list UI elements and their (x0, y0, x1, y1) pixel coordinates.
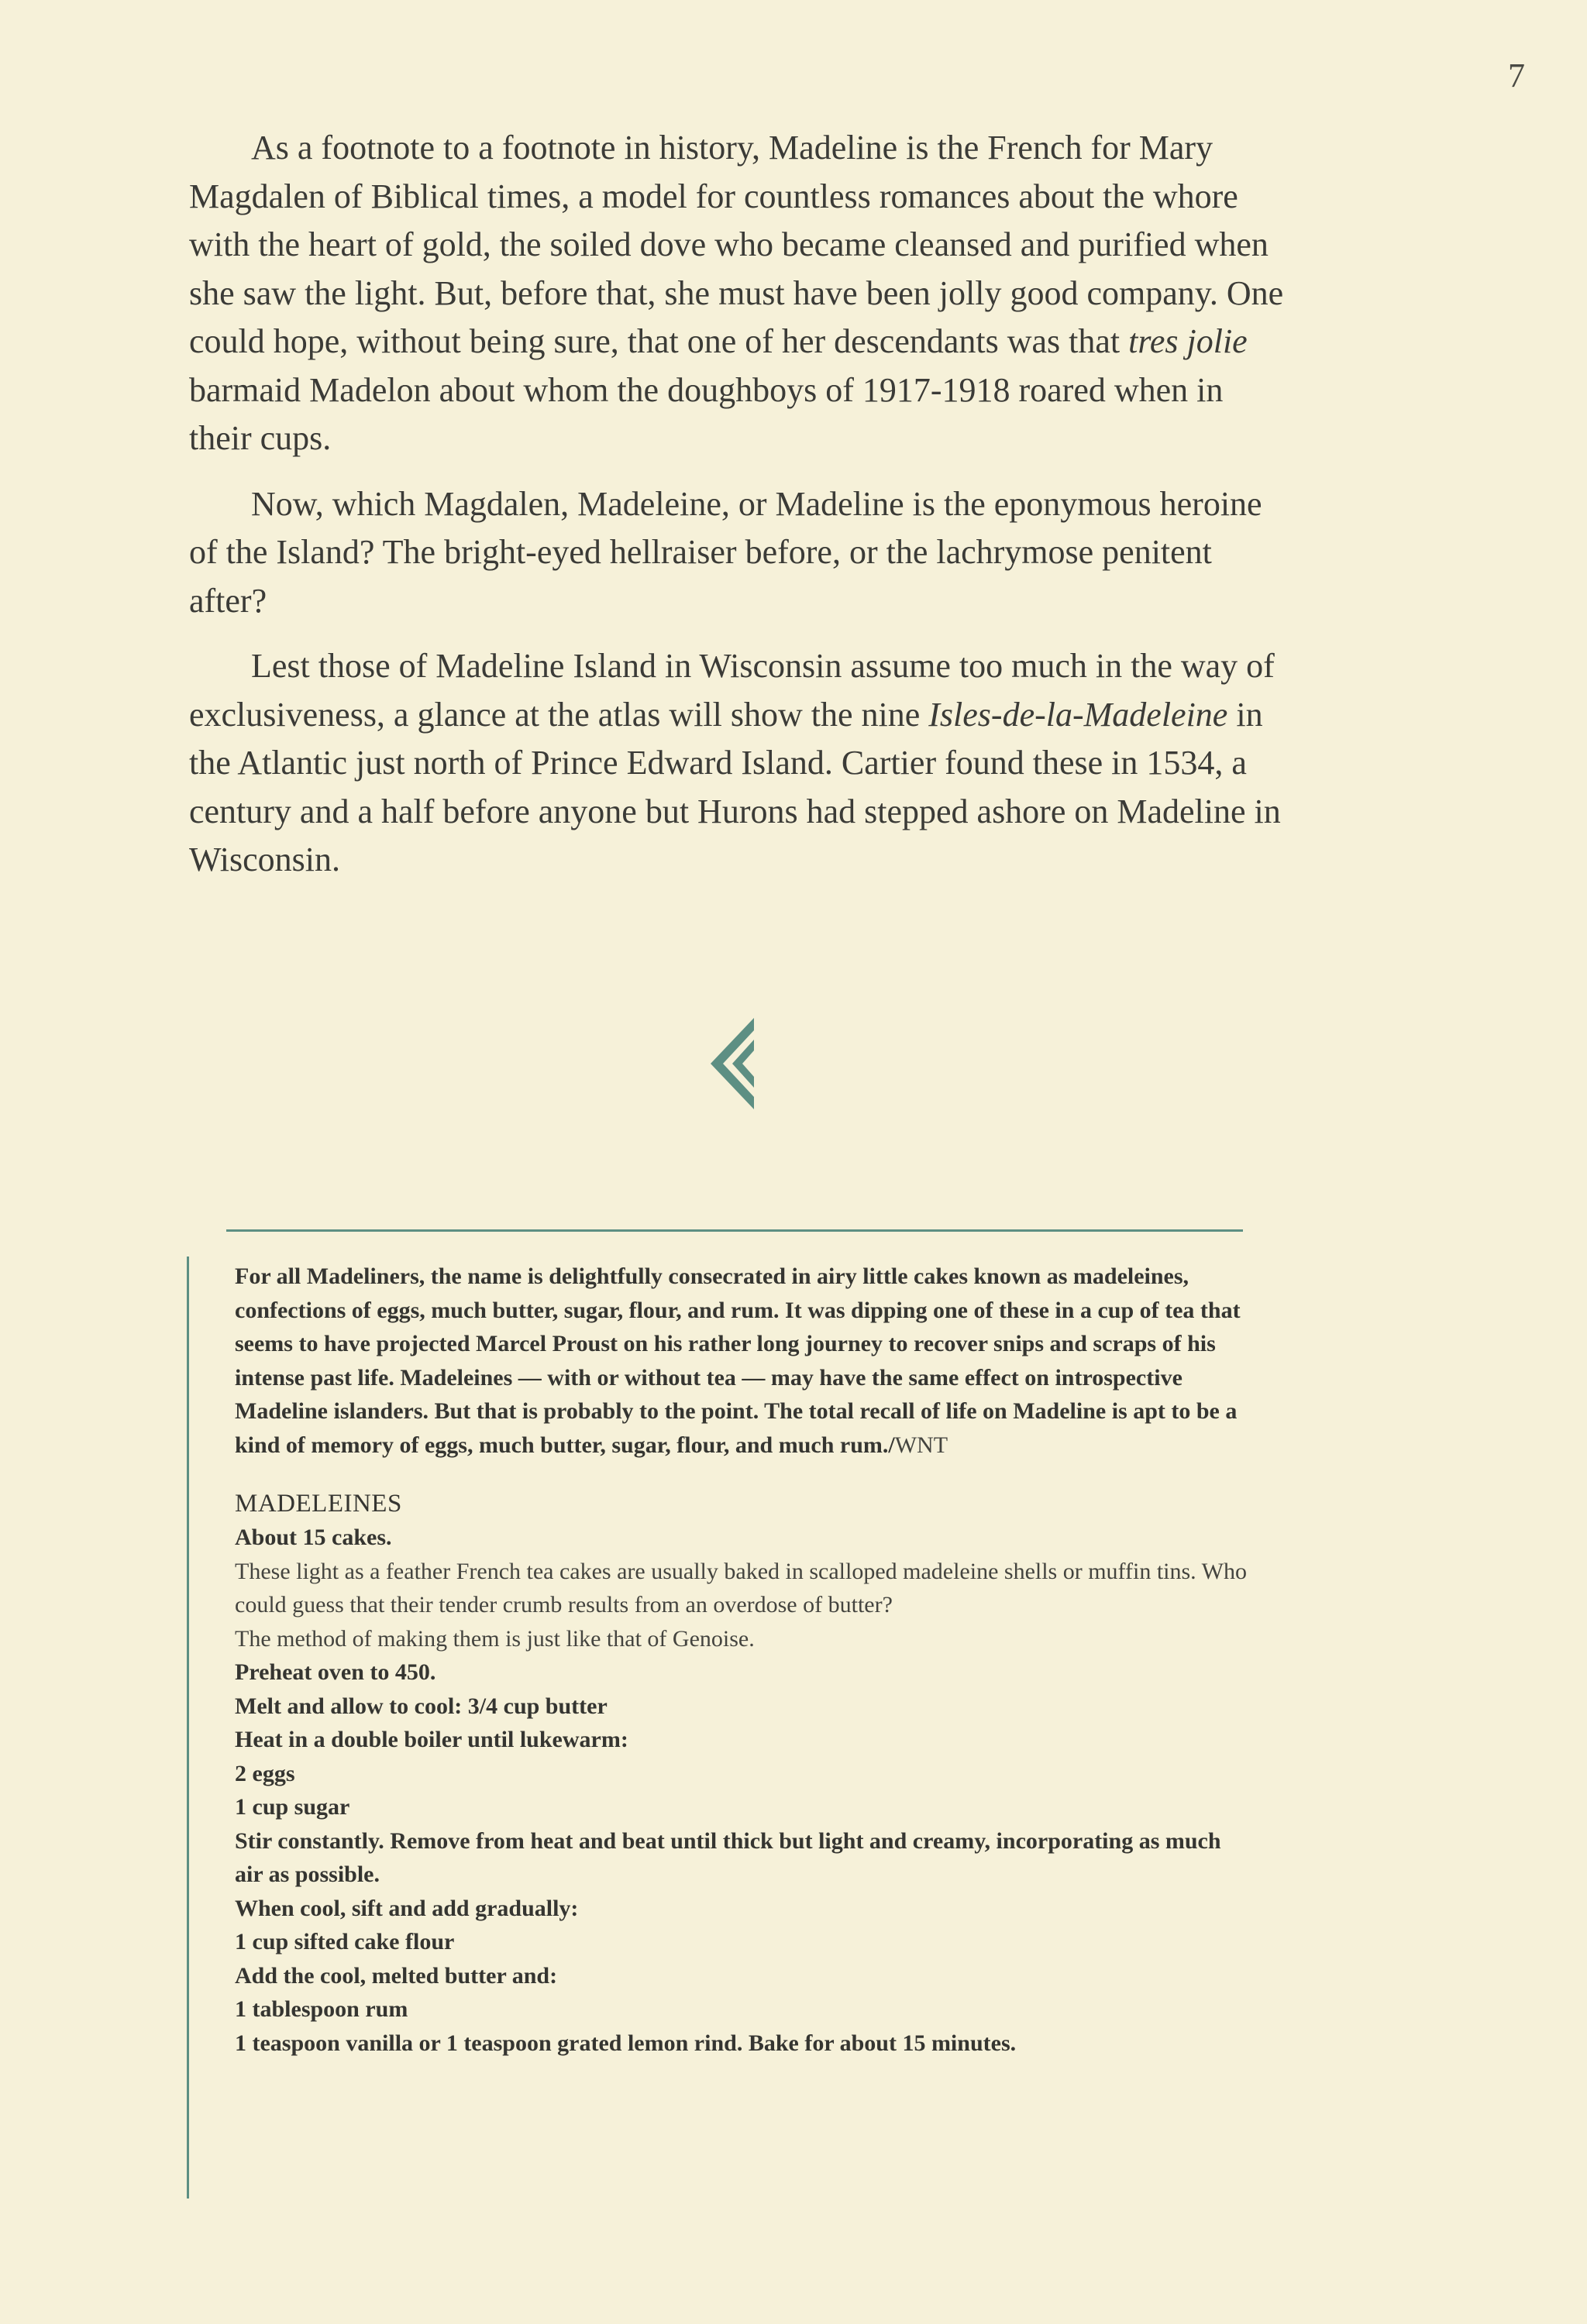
sidebar-signature: WNT (894, 1432, 948, 1458)
recipe-note-1: These light as a feather French tea cakes are usually baked in scalloped madeleine shells or muffin tins. Who could guess that their tender crumb results from an overdose of butter? (235, 1558, 1247, 1618)
recipe-sidebar (235, 1260, 1250, 2060)
tres-jolie-italic: tres jolie (1128, 322, 1248, 360)
paragraph-3-end: in the Atlantic just north of Prince Edward Island. Cartier found these in 1534, a century and a half before anyone but Hurons had stepped ashore on Madeline in Wisconsin. (189, 695, 1281, 878)
paragraph-3-text: Lest those of Madeline Island in Wisconsin assume too much in the way of exclusiveness, a glance at the atlas will show the nine (189, 647, 1275, 734)
page-number: 7 (1508, 57, 1525, 95)
paragraph-1-end: barmaid Madelon about whom the doughboys of 1917-1918 roared when in their cups. (189, 370, 1224, 457)
paragraph-2: Now, which Magdalen, Madeleine, or Madeline is the eponymous heroine of the Island? The bright-eyed hellraiser before, or the lachrymose penitent after? (189, 484, 1262, 620)
recipe-title: MADELEINES (235, 1490, 402, 1518)
recipe-step: Melt and allow to cool: 3/4 cup butter (235, 1693, 608, 1719)
recipe-step: Stir constantly. Remove from heat and beat until thick but light and creamy, incorporating as much air as possible. (235, 1827, 1221, 1887)
sidebar-intro (235, 1260, 1250, 1462)
paragraph-1-text: As a footnote to a footnote in history, Madeline is the French for Mary Magdalen of Biblical times, a model for countless romances about the whore with the heart of gold, the soiled dove who became cleansed and purified when she saw the light. But, before that, she must have been jolly good company. One could hope, without being sure, that one of her descendants was that (189, 129, 1284, 360)
recipe-note-2: The method of making them is just like that of Genoise. (235, 1625, 755, 1652)
body-text (189, 124, 1289, 902)
recipe-step: 2 eggs (235, 1760, 295, 1786)
section-divider (226, 1229, 1243, 1232)
paragraph-1 (189, 124, 1289, 463)
sidebar-intro-text: For all Madeliners, the name is delightfully consecrated in airy little cakes known as madeleines, confections of eggs, much butter, sugar, flour, and rum. It was dipping one of these in a cup of tea that seems to have projected Marcel Proust on his rather long journey to recover snips and scraps of his intense past life. Madeleines — with or without tea — may have the same effect on introspective Madeline islanders. But that is probably to the point. The total recall of life on Madeline is apt to be a kind of memory of eggs, much butter, sugar, flour, and much rum./ (235, 1263, 1241, 1458)
sidebar-border (187, 1257, 189, 2199)
paragraph-3 (189, 642, 1289, 885)
recipe-step: Heat in a double boiler until lukewarm: (235, 1727, 628, 1752)
recipe-step: 1 cup sugar (235, 1794, 350, 1820)
isles-de-la-madeleine-italic: Isles-de-la-Madeleine (928, 695, 1228, 734)
recipe-step: 1 tablespoon rum (235, 1996, 408, 2022)
recipe-yield: About 15 cakes. (235, 1525, 392, 1550)
recipe-step: 1 cup sifted cake flour (235, 1929, 455, 1954)
recipe-step: Add the cool, melted butter and: (235, 1962, 558, 1989)
recipe-step: 1 teaspoon vanilla or 1 teaspoon grated lemon rind. Bake for about 15 minutes. (235, 2030, 1017, 2056)
chevron-left-ornament-icon (709, 1016, 756, 1111)
recipe-step: Preheat oven to 450. (235, 1659, 436, 1685)
recipe-step: When cool, sift and add gradually: (235, 1895, 579, 1921)
